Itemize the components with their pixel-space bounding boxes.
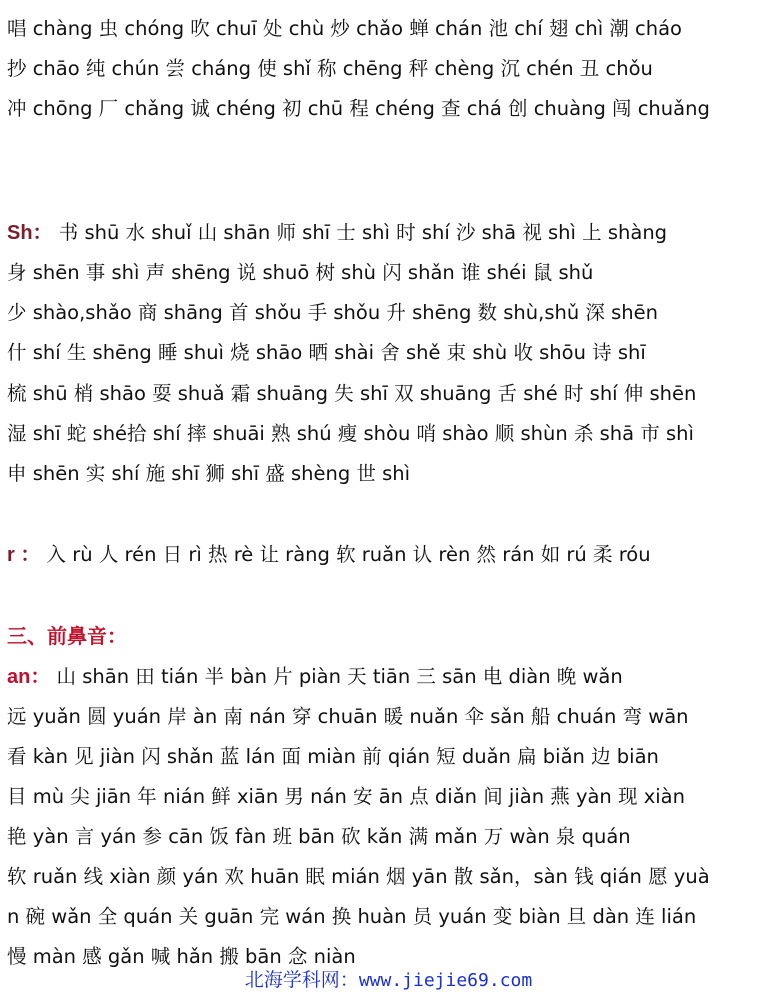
section-3-title: 三、前鼻音： bbox=[7, 624, 127, 648]
sh-line-7: 申 shēn 实 shí 施 shī 狮 shī 盛 shèng 世 shì bbox=[7, 462, 411, 485]
sh-line-1 bbox=[7, 213, 775, 253]
sh-line-2: 身 shēn 事 shì 声 shēng 说 shuō 树 shù 闪 shǎn 谁 shéi 鼠 shǔ bbox=[7, 261, 594, 284]
an-line-2: 远 yuǎn 圆 yuán 岸 àn 南 nán 穿 chuān 暖 nuǎn 伞 sǎn 船 chuán 弯 wān bbox=[7, 705, 689, 728]
footer-site-name: 北海学科网： bbox=[244, 969, 359, 991]
an-label: an： bbox=[7, 666, 51, 688]
an-line-3: 看 kàn 见 jiàn 闪 shǎn 蓝 lán 面 miàn 前 qián 短 duǎn 扁 biǎn 边 biān bbox=[7, 745, 659, 768]
sh-line-5: 梳 shū 梢 shāo 耍 shuǎ 霜 shuāng 失 shī 双 shuāng 舌 shé 时 shí 伸 shēn bbox=[7, 382, 697, 405]
an-line-5: 艳 yàn 言 yán 参 cān 饭 fàn 班 bān 砍 kǎn 满 mǎn 万 wàn 泉 quán bbox=[7, 825, 631, 848]
ch-line-2: 抄 chāo 纯 chún 尝 cháng 使 shǐ 称 chēng 秤 chèng 沉 chén 丑 chǒu bbox=[7, 57, 653, 80]
sh-line-3: 少 shào,shǎo 商 shāng 首 shǒu 手 shǒu 升 shēng 数 shù,shǔ 深 shēn bbox=[7, 301, 658, 324]
an-line-7: n 碗 wǎn 全 quán 关 guān 完 wán 换 huàn 员 yuán 变 biàn 旦 dàn 连 lián bbox=[7, 905, 697, 928]
footer-url[interactable]: www.jiejie69.com bbox=[358, 970, 533, 991]
ch-line-3: 冲 chōng 厂 chǎng 诚 chéng 初 chū 程 chéng 查 chá 创 chuàng 闯 chuǎng bbox=[7, 97, 710, 120]
an-line-4: 目 mù 尖 jiān 年 nián 鲜 xiān 男 nán 安 ān 点 diǎn 间 jiàn 燕 yàn 现 xiàn bbox=[7, 785, 685, 808]
ch-line-1: 唱 chàng 虫 chóng 吹 chuī 处 chù 炒 chǎo 蝉 chán 池 chí 翅 chì 潮 cháo bbox=[7, 17, 682, 40]
r-text: 入 rù 人 rén 日 rì 热 rè 让 ràng 软 ruǎn 认 rèn 然 rán 如 rú 柔 róu bbox=[46, 543, 651, 566]
an-line-8: 慢 màn 感 gǎn 喊 hǎn 搬 bān 念 niàn bbox=[7, 945, 356, 968]
r-label: r ： bbox=[7, 544, 41, 566]
sh-line-6: 湿 shī 蛇 shé拾 shí 摔 shuāi 熟 shú 瘦 shòu 哨 shào 顺 shùn 杀 shā 市 shì bbox=[7, 422, 694, 445]
an-first-line-text: 山 shān 田 tián 半 bàn 片 piàn 天 tiān 三 sān 电 diàn 晚 wǎn bbox=[56, 665, 623, 688]
footer-watermark bbox=[0, 962, 777, 998]
an-line-6: 软 ruǎn 线 xiàn 颜 yán 欢 huān 眠 mián 烟 yān 散 sǎn，sàn 钱 qián 愿 yuà bbox=[7, 865, 710, 888]
section-3-heading bbox=[7, 616, 775, 656]
r-line bbox=[7, 535, 775, 575]
sh-line-4: 什 shí 生 shēng 睡 shuì 烧 shāo 晒 shài 舍 shě 束 shù 收 shōu 诗 shī bbox=[7, 341, 646, 364]
sh-first-line-text: 书 shū 水 shuǐ 山 shān 师 shī 士 shì 时 shí 沙 shā 视 shì 上 shàng bbox=[58, 221, 668, 244]
sh-label: Sh： bbox=[7, 222, 53, 244]
an-line-1 bbox=[7, 657, 775, 697]
